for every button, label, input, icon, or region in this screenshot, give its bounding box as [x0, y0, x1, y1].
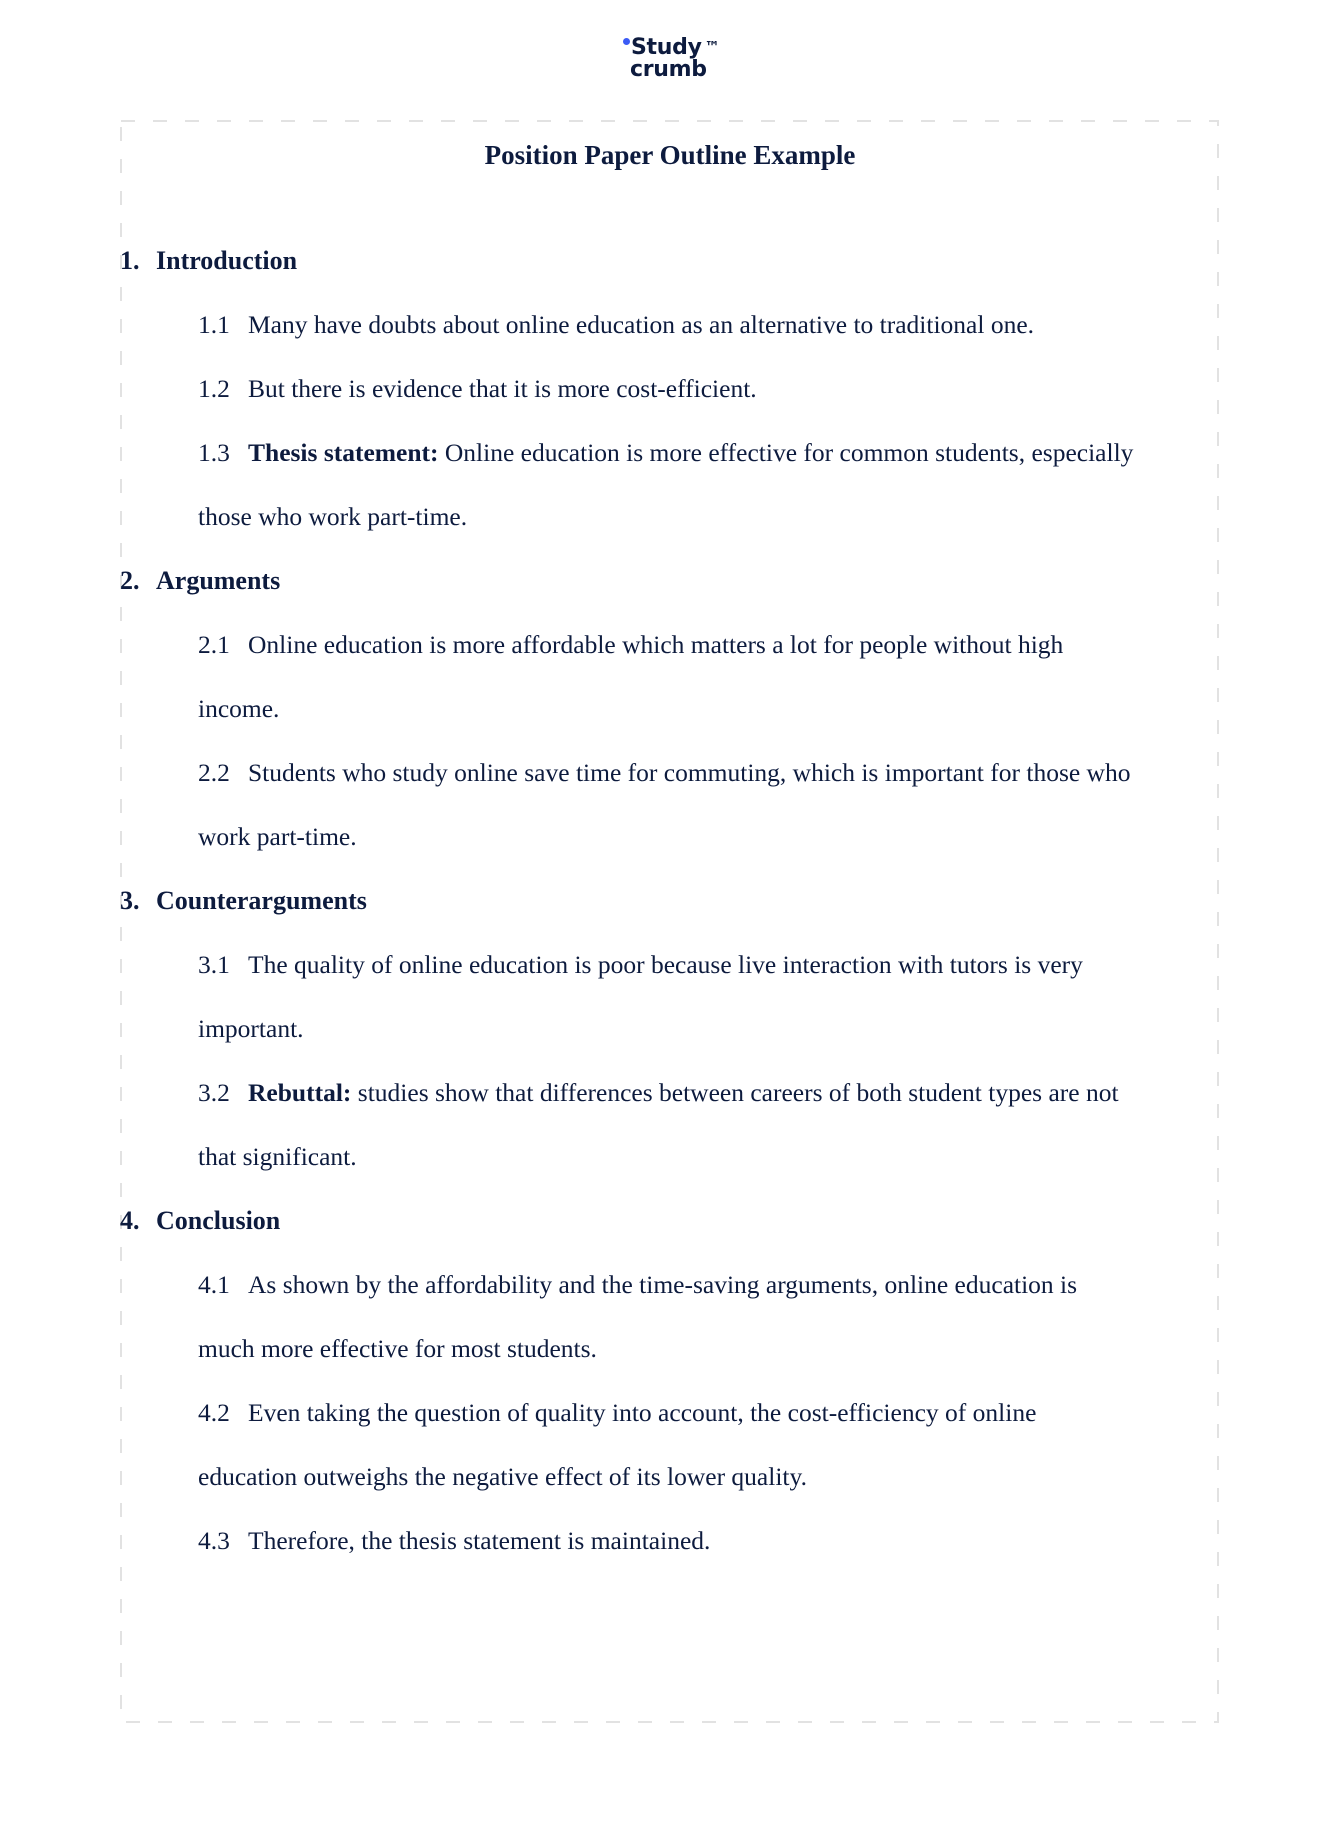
section-number: 3. — [120, 886, 140, 915]
item-continuation: education outweighs the negative effect of its lower quality. — [198, 1462, 807, 1491]
item-continuation: income. — [198, 694, 280, 723]
item-number: 4.3 — [198, 1526, 230, 1555]
logo-text-study: Study — [631, 35, 702, 60]
item-bold-label: Rebuttal: — [248, 1078, 352, 1107]
document-title: Position Paper Outline Example — [484, 140, 856, 170]
outline-item — [120, 741, 1230, 805]
section-heading-text: Arguments — [156, 566, 281, 595]
item-number: 3.1 — [198, 950, 230, 979]
item-number: 1.2 — [198, 374, 230, 403]
outline-item — [120, 1253, 1230, 1317]
item-text: studies show that differences between careers of both student types are not — [351, 1078, 1119, 1107]
logo-trademark: ™ — [704, 38, 720, 56]
item-number: 2.1 — [198, 630, 230, 659]
item-text: But there is evidence that it is more cost-efficient. — [248, 374, 757, 403]
item-text: Online education is more affordable which matters a lot for people without high — [248, 630, 1064, 659]
item-number: 3.2 — [198, 1078, 230, 1107]
section-heading — [120, 549, 1230, 613]
outline-item — [120, 613, 1230, 677]
section-heading — [120, 229, 1230, 293]
section-heading — [120, 869, 1230, 933]
item-number: 2.2 — [198, 758, 230, 787]
outline-item — [120, 293, 1230, 357]
item-text: Even taking the question of quality into account, the cost-efficiency of online — [248, 1398, 1037, 1427]
section-heading-text: Conclusion — [156, 1206, 281, 1235]
item-number: 1.1 — [198, 310, 230, 339]
section-number: 4. — [120, 1206, 140, 1235]
outline-item — [120, 1381, 1230, 1445]
section-heading — [120, 1189, 1230, 1253]
outline-content — [120, 229, 1230, 1573]
section-number: 2. — [120, 566, 140, 595]
outline-item — [120, 357, 1230, 421]
outline-item — [120, 933, 1230, 997]
item-number: 4.2 — [198, 1398, 230, 1427]
section-heading-text: Counterarguments — [156, 886, 367, 915]
outline-item — [120, 421, 1230, 485]
item-number: 1.3 — [198, 438, 230, 467]
item-continuation: much more effective for most students. — [198, 1334, 597, 1363]
section-heading-text: Introduction — [156, 246, 298, 275]
outline-item — [120, 1509, 1230, 1573]
item-continuation: work part-time. — [198, 822, 357, 851]
item-text: Therefore, the thesis statement is maintained. — [248, 1526, 711, 1555]
item-text: Online education is more effective for common students, especially — [438, 438, 1134, 467]
item-continuation: important. — [198, 1014, 304, 1043]
item-bold-label: Thesis statement: — [248, 438, 439, 467]
outline-item — [120, 1061, 1230, 1125]
item-text: The quality of online education is poor because live interaction with tutors is very — [248, 950, 1083, 979]
item-text: Students who study online save time for commuting, which is important for those who — [248, 758, 1131, 787]
item-continuation: that significant. — [198, 1142, 357, 1171]
item-number: 4.1 — [198, 1270, 230, 1299]
logo-text-crumb: crumb — [630, 57, 707, 82]
section-number: 1. — [120, 246, 140, 275]
item-text: As shown by the affordability and the time-saving arguments, online education is — [248, 1270, 1078, 1299]
item-continuation: those who work part-time. — [198, 502, 468, 531]
item-text: Many have doubts about online education as an alternative to traditional one. — [248, 310, 1035, 339]
